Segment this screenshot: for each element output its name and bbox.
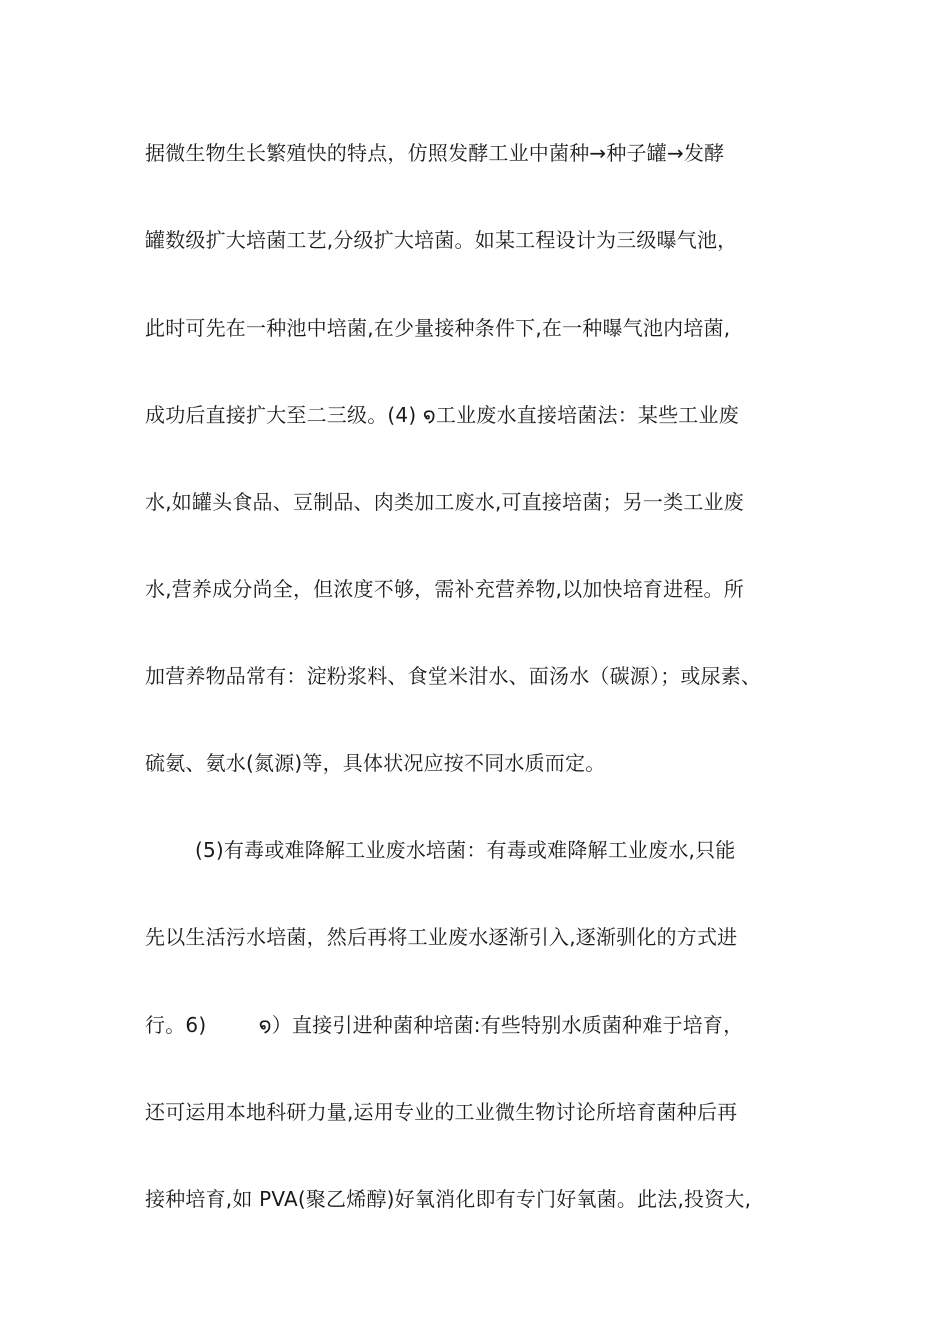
text-line-9: (5)有毒或难降解工业废水培菌：有毒或难降解工业废水,只能 — [195, 838, 736, 862]
text-line-3: 此时可先在一种池中培菌,在少量接种条件下,在一种曝气池内培菌, — [145, 316, 731, 340]
text-line-1: 据微生物生长繁殖快的特点，仿照发酵工业中菌种→种子罐→发酵 — [145, 141, 725, 165]
text-line-11: 行。6) ໑）直接引进种菌种培菌:有些特别水质菌种难于培育， — [145, 1013, 744, 1037]
text-line-7: 加营养物品常有：淀粉浆料、食堂米泔水、面汤水（碳源）；或尿素、 — [145, 664, 762, 688]
text-line-10: 先以生活污水培菌，然后再将工业废水逐渐引入,逐渐驯化的方式进 — [145, 925, 738, 949]
text-line-13: 接种培育,如 PVA(聚乙烯醇)好氧消化即有专门好氧菌。此法,投资大, — [145, 1187, 752, 1211]
text-line-4: 成功后直接扩大至二三级。(4) ໑工业废水直接培菌法：某些工业废 — [145, 403, 739, 427]
text-line-2: 罐数级扩大培菌工艺,分级扩大培菌。如某工程设计为三级曝气池， — [145, 228, 738, 252]
text-line-12: 还可运用本地科研力量,运用专业的工业微生物讨论所培育菌种后再 — [145, 1100, 738, 1124]
text-line-8: 硫氨、氨水(氮源)等，具体状况应按不同水质而定。 — [145, 751, 606, 775]
text-line-5: 水,如罐头食品、豆制品、肉类加工废水,可直接培菌；另一类工业废 — [145, 490, 744, 514]
text-line-6: 水,营养成分尚全，但浓度不够，需补充营养物,以加快培育进程。所 — [145, 577, 744, 601]
